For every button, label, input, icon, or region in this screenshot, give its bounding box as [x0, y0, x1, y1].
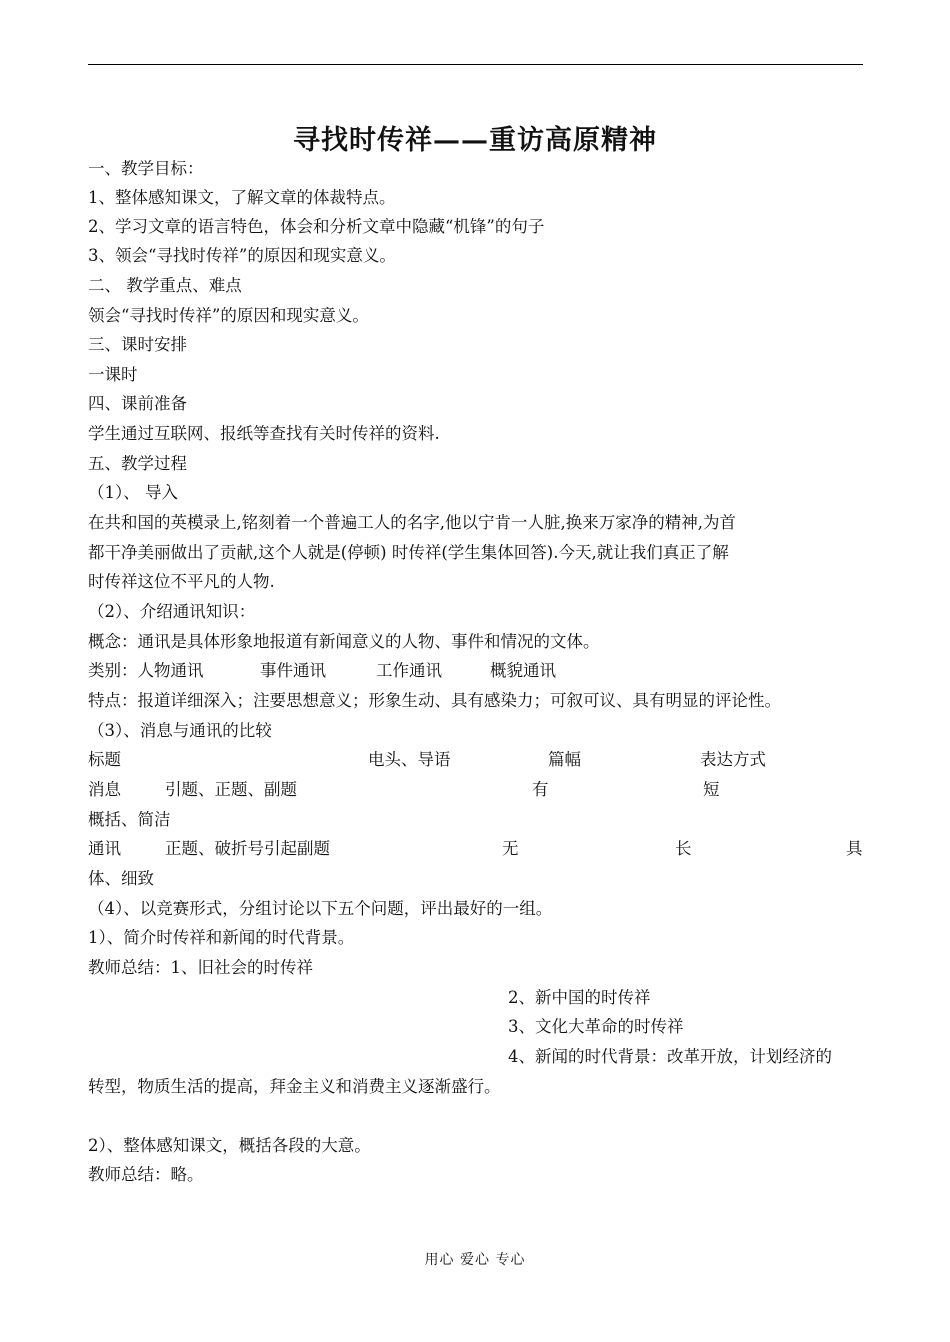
intro-paragraph-line-2: 都干净美丽做出了贡献,这个人就是(停顿) 时传祥(学生集体回答).今天,就让我们真正了解	[88, 543, 729, 562]
table-row-news-title: 引题、正题、副题	[165, 780, 297, 799]
table-row-comm-name: 通讯	[88, 839, 121, 858]
keypoint-text: 领会“寻找时传祥”的原因和现实意义。	[88, 306, 369, 325]
section-schedule-heading: 三、课时安排	[88, 335, 187, 354]
table-row-news-name: 消息	[88, 780, 121, 799]
kind-work: 工作通讯	[376, 661, 442, 680]
table-row-comm-expression-end: 体、细致	[88, 869, 154, 888]
objective-2: 2、学习文章的语言特色，体会和分析文章中隐藏“机锋”的句子	[88, 217, 545, 236]
step-1-heading: （1）、 导入	[88, 483, 178, 502]
step-2-heading: （2）、介绍通讯知识：	[88, 602, 256, 621]
table-row-comm-length: 长	[675, 839, 692, 858]
summary-question-2: 教师总结：略。	[88, 1165, 204, 1184]
step-4-heading: （4）、以竞赛形式，分组讨论以下五个问题，评出最好的一组。	[88, 899, 553, 918]
question-2: 2）、整体感知课文，概括各段的大意。	[88, 1136, 371, 1155]
summary-4-continued: 转型，物质生活的提高，拜金主义和消费主义逐渐盛行。	[88, 1077, 501, 1096]
page-footer: 用心 爱心 专心	[424, 1252, 526, 1268]
table-header-lead: 电头、导语	[368, 750, 451, 769]
features-line: 特点：报道详细深入；注要思想意义；形象生动、具有感染力；可叙可议、具有明显的评论性。	[88, 691, 781, 710]
intro-paragraph-line-1: 在共和国的英模录上,铭刻着一个普遍工人的名字,他以宁肯一人脏,换来万家净的精神,为首	[88, 513, 736, 532]
table-row-news-length: 短	[703, 780, 720, 799]
table-header-length: 篇幅	[548, 750, 581, 769]
objective-3: 3、领会“寻找时传祥”的原因和现实意义。	[88, 246, 396, 265]
summary-2: 2、新中国的时传祥	[508, 988, 651, 1007]
question-1: 1）、简介时传祥和新闻的时代背景。	[88, 928, 355, 947]
section-prep-heading: 四、课前准备	[88, 394, 187, 413]
step-3-heading: （3）、消息与通讯的比较	[88, 721, 272, 740]
summary-3: 3、文化大革命的时传祥	[508, 1017, 684, 1036]
objective-1: 1、整体感知课文，了解文章的体裁特点。	[88, 188, 396, 207]
kinds-label: 类别：人物通讯	[88, 661, 204, 680]
intro-paragraph-line-3: 时传祥这位不平凡的人物.	[88, 572, 275, 591]
section-objectives-heading: 一、教学目标：	[88, 159, 204, 178]
schedule-text: 一课时	[88, 365, 138, 384]
summary-1: 教师总结：1、旧社会的时传祥	[88, 958, 313, 977]
prep-text: 学生通过互联网、报纸等查找有关时传祥的资料.	[88, 424, 440, 443]
summary-4: 4、新闻的时代背景：改革开放，计划经济的	[508, 1047, 832, 1066]
header-rule	[88, 64, 863, 65]
kind-event: 事件通讯	[260, 661, 326, 680]
kind-overview: 概貌通讯	[490, 661, 556, 680]
table-row-news-lead: 有	[532, 780, 549, 799]
section-process-heading: 五、教学过程	[88, 454, 187, 473]
table-row-news-expression: 概括、简洁	[88, 810, 171, 829]
document-title: 寻找时传祥——重访高原精神	[293, 125, 657, 156]
table-header-expression: 表达方式	[700, 750, 766, 769]
table-row-comm-expression-start: 具	[846, 839, 863, 858]
table-header-title: 标题	[88, 750, 121, 769]
table-row-comm-title: 正题、破折号引起副题	[165, 839, 330, 858]
section-keypoints-heading: 二、 教学重点、难点	[88, 276, 242, 295]
table-row-comm-lead: 无	[502, 839, 519, 858]
concept-line: 概念：通讯是具体形象地报道有新闻意义的人物、事件和情况的文体。	[88, 632, 600, 651]
